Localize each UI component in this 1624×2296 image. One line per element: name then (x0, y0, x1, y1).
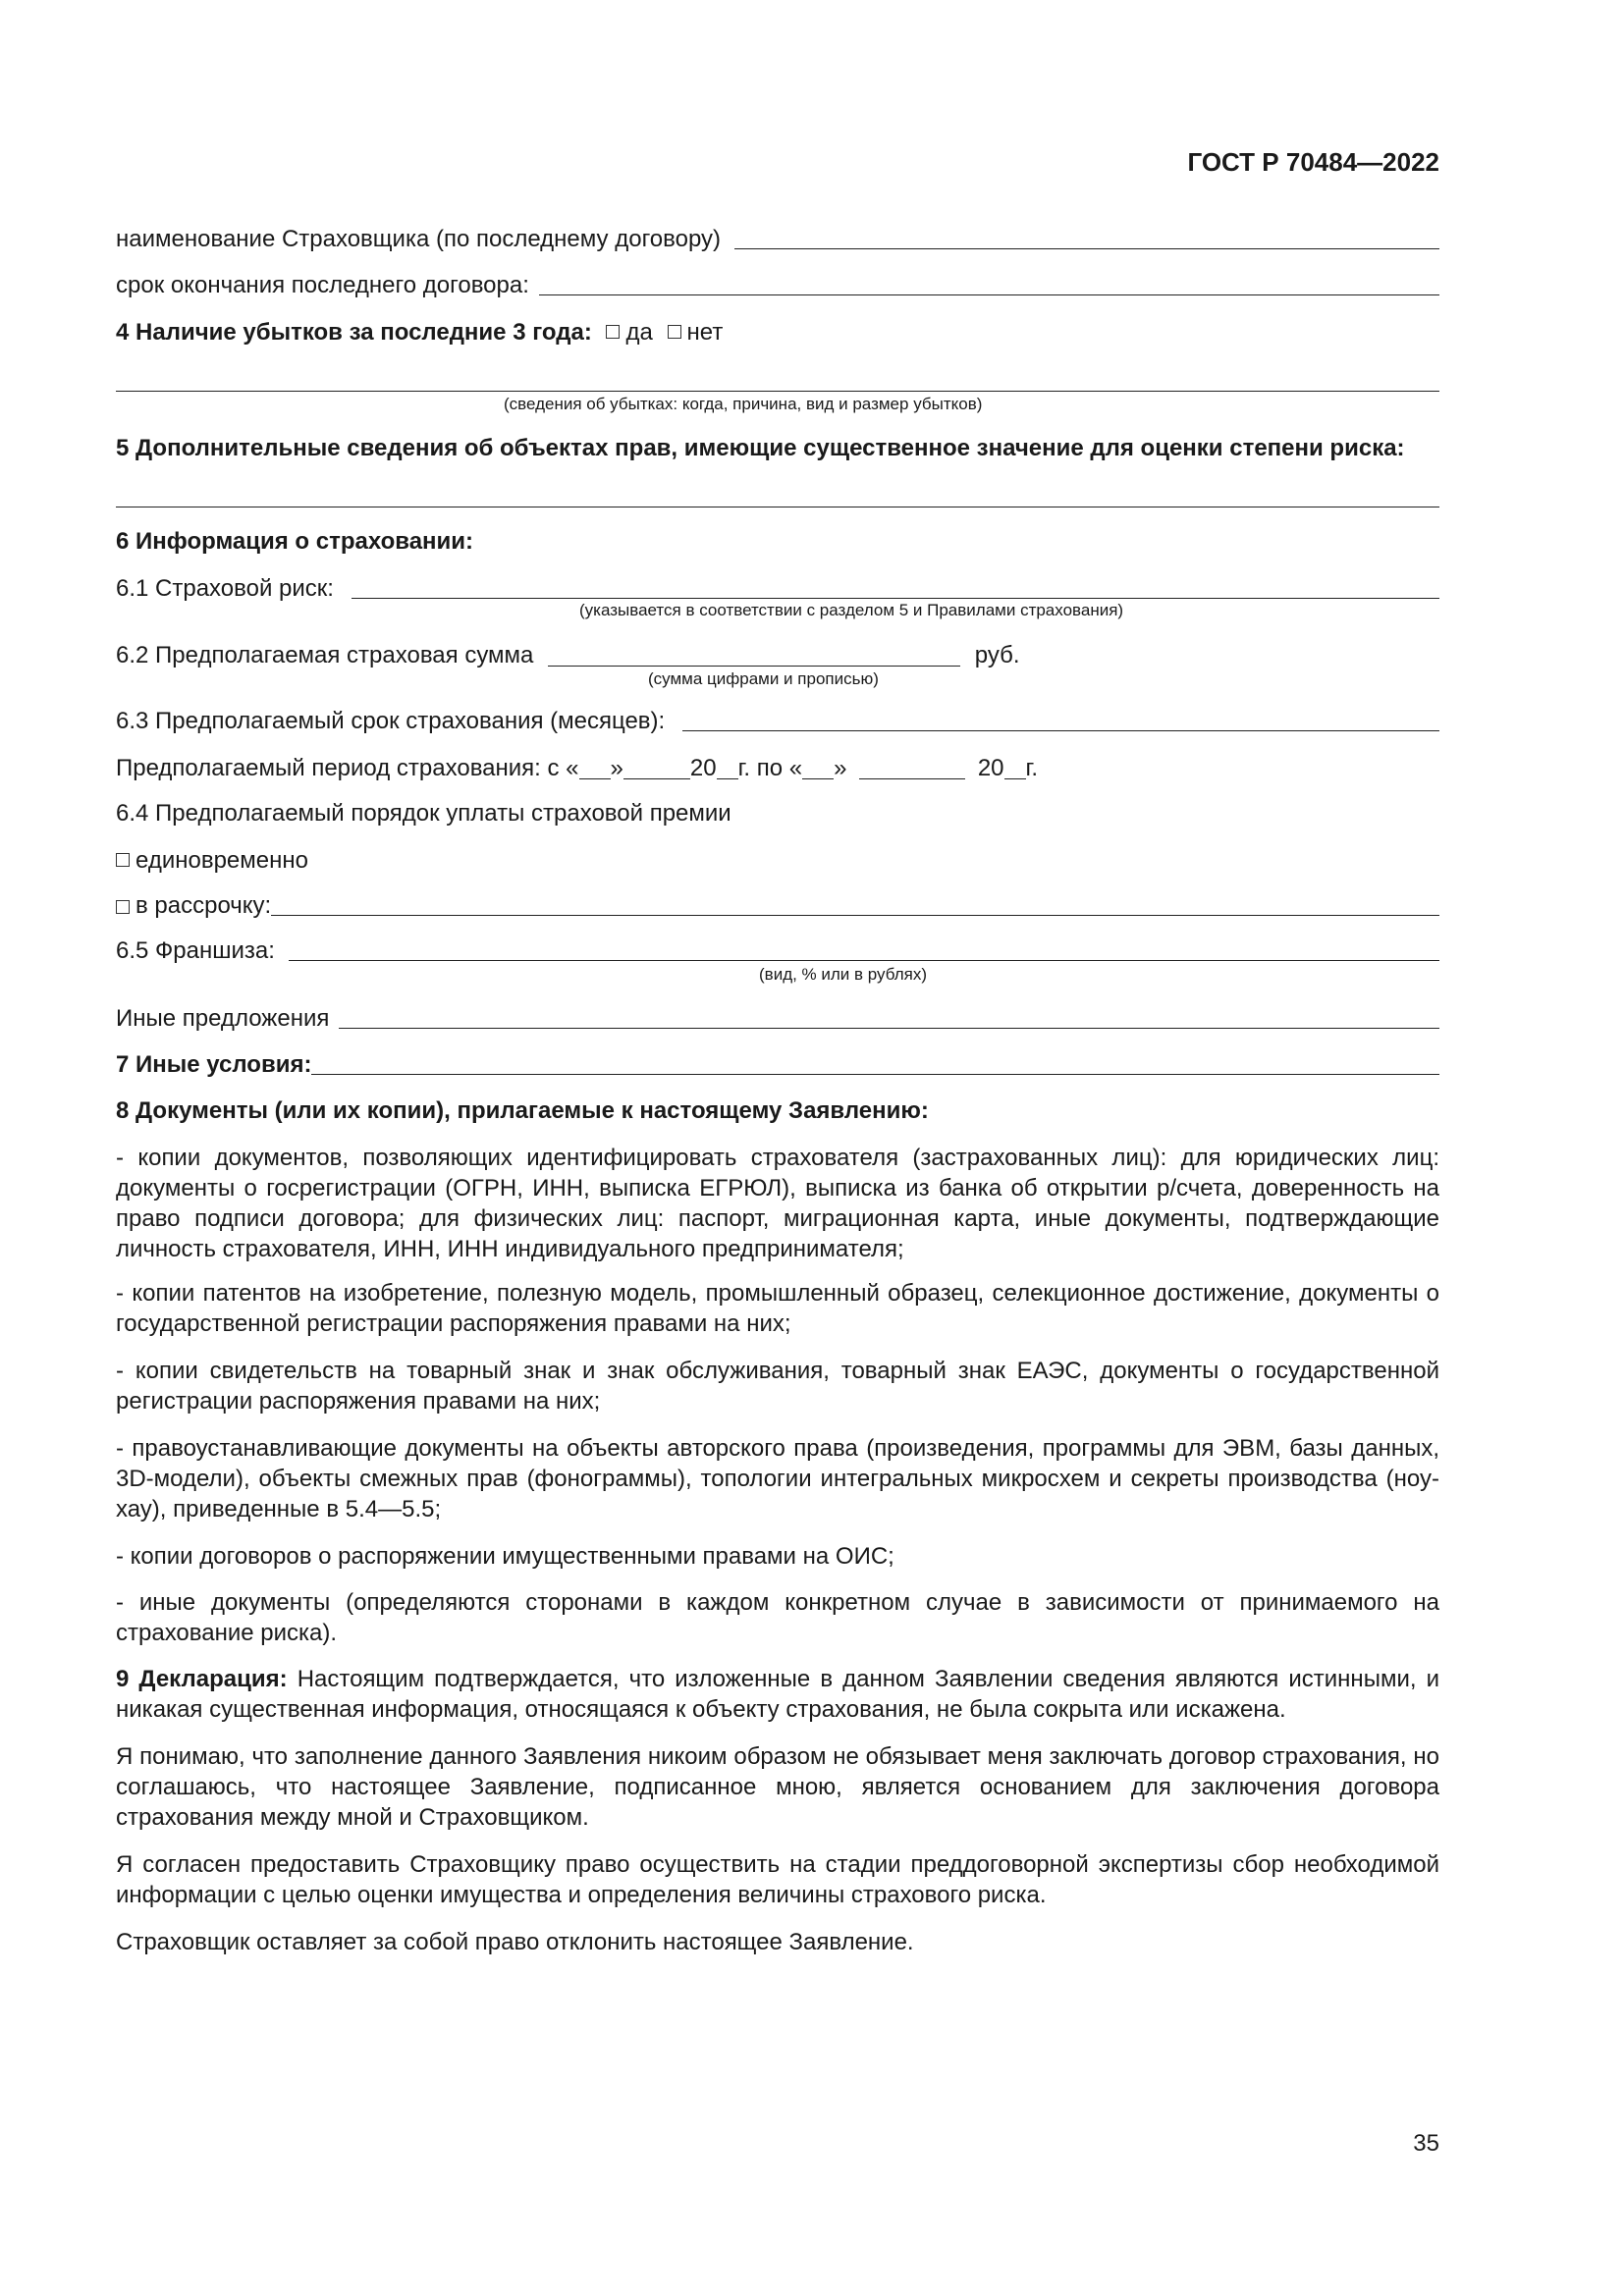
installments-label: в рассрочку: (135, 892, 272, 919)
section-4-row (116, 317, 723, 348)
other-proposals-field[interactable] (339, 1028, 1439, 1029)
risk-caption: (указывается в соответствии с разделом 5 и Правилами страхования) (579, 601, 1124, 619)
payment-label: 6.4 Предполагаемый порядок уплаты страховой премии (116, 800, 731, 827)
last-contract-row (116, 270, 1439, 301)
section-9-paragraph (116, 1664, 1439, 1725)
insurer-name-row (116, 224, 1439, 255)
risk-field[interactable] (352, 598, 1439, 599)
insurer-name-label: наименование Страховщика (по последнему договору) (116, 226, 722, 252)
deductible-row (116, 935, 1439, 967)
losses-field[interactable] (116, 391, 1439, 392)
installments-field[interactable] (271, 915, 1439, 916)
losses-caption: (сведения об убытках: когда, причина, вид и размер убытков) (504, 395, 983, 413)
section-8-title: 8 Документы (или их копии), прилагаемые к настоящему Заявлению: (116, 1097, 929, 1124)
period-label: Предполагаемый период страхования: с « (116, 755, 579, 781)
section-7-row (116, 1049, 1439, 1081)
other-proposals-row (116, 1003, 1439, 1035)
checkbox-no[interactable] (668, 325, 681, 339)
section-7-title: 7 Иные условия: (116, 1051, 312, 1078)
deductible-label: 6.5 Франшиза: (116, 937, 275, 964)
section-5-title: 5 Дополнительные сведения об объектах прав, имеющие существенное значение для оценки степени риска: (116, 435, 1405, 461)
document-page (116, 0, 1439, 2296)
doc-item-6: - иные документы (определяются сторонами в каждом конкретном случае в зависимости от принимаемого на страхование риска). (116, 1589, 1439, 1646)
sum-label: 6.2 Предполагаемая страховая сумма (116, 642, 534, 668)
period-row (116, 753, 1038, 784)
sum-unit: руб. (974, 642, 1020, 668)
period-from-day[interactable] (579, 757, 611, 779)
lump-sum-checkbox[interactable] (116, 853, 130, 867)
insurer-name-field[interactable] (734, 248, 1439, 249)
period-from-year[interactable] (717, 757, 738, 779)
last-contract-end-label: срок окончания последнего договора: (116, 272, 529, 298)
doc-item-1: - копии документов, позволяющих идентифицировать страхователя (застрахованных лиц): для юридических лиц: документы о госрегистрации (ОГРН, ИНН, выписка ЕГРЮЛ), выписка из банка об открытии р/счета, доверенность на право подписи договора; для физических лиц: паспорт, миграционная карта, иные документы, подтверждающие личность страхователя, ИНН, ИНН индивидуального предпринимателя; (116, 1145, 1439, 1262)
deductible-field[interactable] (289, 960, 1439, 961)
period-quote-2: » (834, 755, 847, 781)
period-to-day[interactable] (802, 757, 834, 779)
section-9-text: Настоящим подтверждается, что изложенные в данном Заявлении сведения являются истинными, и никакая существенная информация, относящаяся к объекту страхования, не была сокрыта или искажена. (116, 1666, 1440, 1723)
checkbox-yes[interactable] (606, 325, 620, 339)
doc-item-4: - правоустанавливающие документы на объекты авторского права (произведения, программы для ЭВМ, базы данных, 3D-модели), объекты смежных прав (фонограммы), топологии интегральных микросхем и секреты производства (ноу-хау), приведенные в 5.4—5.5; (116, 1435, 1439, 1522)
checkbox-yes-label: да (625, 319, 653, 346)
period-from-month[interactable] (623, 757, 690, 779)
installments-row (116, 890, 1439, 922)
section-4-title: 4 Наличие убытков за последние 3 года: (116, 319, 592, 346)
term-field[interactable] (682, 730, 1439, 731)
doc-item-2: - копии патентов на изобретение, полезную модель, промышленный образец, селекционное достижение, документы о государственной регистрации распоряжения правами на них; (116, 1280, 1439, 1337)
section-9-title: 9 Декларация: (116, 1666, 288, 1692)
page-number: 35 (1413, 2130, 1439, 2157)
section-6-title: 6 Информация о страховании: (116, 528, 474, 555)
lump-sum-label: единовременно (135, 847, 308, 874)
period-quote-1: » (610, 755, 623, 781)
lump-sum-row (116, 845, 308, 877)
sum-row (116, 640, 1020, 671)
document-id: ГОСТ Р 70484—2022 (1187, 147, 1439, 177)
term-row (116, 706, 1439, 737)
period-year-prefix-1: 20 (689, 755, 717, 781)
sum-field[interactable] (548, 644, 960, 667)
period-to-month[interactable] (859, 757, 965, 779)
other-proposals-label: Иные предложения (116, 1005, 330, 1032)
risk-label: 6.1 Страховой риск: (116, 575, 334, 602)
sum-caption: (сумма цифрами и прописью) (648, 669, 879, 688)
checkbox-no-label: нет (686, 319, 724, 346)
period-year-suffix: г. (1025, 755, 1039, 781)
closing-paragraph-3: Страховщик оставляет за собой право отклонить настоящее Заявление. (116, 1929, 914, 1955)
doc-item-5: - копии договоров о распоряжении имущественными правами на ОИС; (116, 1543, 894, 1570)
other-conditions-field[interactable] (311, 1074, 1439, 1075)
closing-paragraph-1: Я понимаю, что заполнение данного Заявления никоим образом не обязывает меня заключать договор страхования, но соглашаюсь, что настоящее Заявление, подписанное мною, является основанием для заключения договора страхования между мной и Страховщиком. (116, 1743, 1439, 1831)
doc-item-3: - копии свидетельств на товарный знак и знак обслуживания, товарный знак ЕАЭС, документы о государственной регистрации распоряжения правами на них; (116, 1358, 1439, 1415)
term-label: 6.3 Предполагаемый срок страхования (месяцев): (116, 708, 666, 734)
installments-checkbox[interactable] (116, 900, 130, 914)
period-to-label: г. по « (737, 755, 803, 781)
period-year-prefix-2: 20 (977, 755, 1004, 781)
deductible-caption: (вид, % или в рублях) (759, 965, 927, 984)
last-contract-end-field[interactable] (539, 294, 1439, 295)
period-to-year[interactable] (1004, 757, 1026, 779)
closing-paragraph-2: Я согласен предоставить Страховщику право осуществить на стадии преддоговорной экспертизы сбор необходимой информации с целью оценки имущества и определения величины страхового риска. (116, 1851, 1439, 1908)
